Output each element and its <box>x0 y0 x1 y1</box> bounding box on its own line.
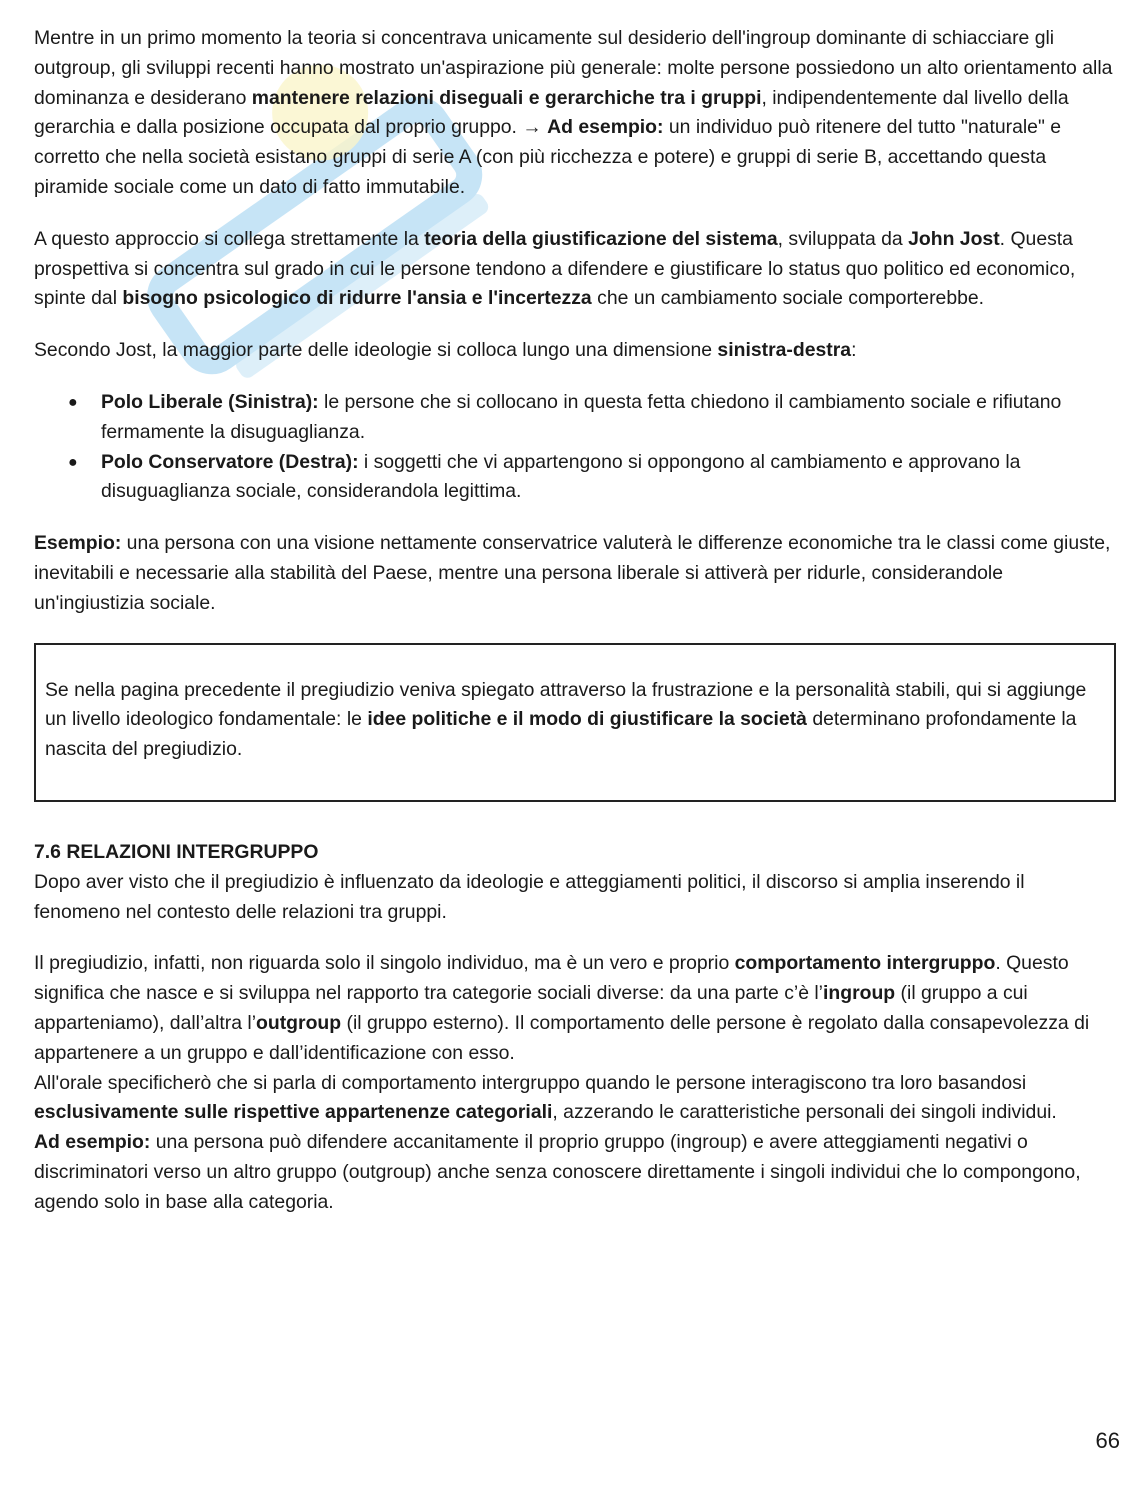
page-number: 66 <box>1095 1428 1120 1453</box>
paragraph-dominance: Mentre in un primo momento la teoria si concentrava unicamente sul desiderio dell'ingroup dominante di schiacciare gli outgroup, gli sviluppi recenti hanno mostrato un'aspirazione più generale: molte persone possiedono un alto orientamento alla dominanza e desiderano mantenere relazioni diseguali e gerarchiche tra i gruppi, indipendentemente dal livello della gerarchia e dalla posizione occupata dal proprio gruppo. → Ad esempio: un individuo può ritenere del tutto "naturale" e corretto che nella società esistano gruppi di serie A (con più ricchezza e potere) e gruppi di serie B, accettando questa piramide sociale come un dato di fatto immutabile. <box>34 27 1113 198</box>
bullet-icon: ● <box>68 453 78 471</box>
list-item: ● Polo Conservatore (Destra): i soggetti che vi appartengono si oppongono al cambiamento e approvano la disuguaglianza sociale, considerandola legittima. <box>34 448 1116 508</box>
bold-phrase: ingroup <box>823 982 896 1005</box>
bold-phrase: esclusivamente sulle rispettive appartenenze categoriali <box>34 1101 553 1124</box>
bold-phrase: sinistra-destra <box>717 339 852 362</box>
paragraph-intergroup-intro: Dopo aver visto che il pregiudizio è influenzato da ideologie e atteggiamenti politici, il discorso si amplia inserendo il fenomeno nel contesto delle relazioni tra gruppi. <box>34 870 1025 923</box>
paragraph-intergroup-behavior: Il pregiudizio, infatti, non riguarda solo il singolo individuo, ma è un vero e proprio comportamento intergruppo. Questo significa che nasce e si sviluppa nel rapporto tra categorie sociali diverse: da una parte c’è l’ingroup (il gruppo a cui apparteniamo), dall’altra l’outgroup (il gruppo esterno). Il comportamento delle persone è regolato dalla consapevolezza di appartenere a un gruppo e dall’identificazione con esso. <box>34 952 1090 1064</box>
paragraph-final-example: Ad esempio: una persona può difendere accanitamente il proprio gruppo (ingroup) e avere atteggiamenti negativi o discriminatori verso un altro gruppo (outgroup) anche senza conoscere direttamente i singoli individui che lo compongono, agendo solo in base alla categoria. <box>34 1131 1081 1213</box>
paragraph-left-right: Secondo Jost, la maggior parte delle ideologie si colloca lungo una dimensione sinistra-destra: <box>34 339 857 362</box>
section-title: 7.6 RELAZIONI INTERGRUPPO <box>34 840 319 863</box>
box-text: Se nella pagina precedente il pregiudizio veniva spiegato attraverso la frustrazione e la personalità stabili, qui si aggiunge un livello ideologico fondamentale: le idee politiche e il modo di giustificare la società determinano profondamente la nascita del pregiudizio. <box>45 678 1087 761</box>
bold-phrase: Ad esempio: <box>547 116 664 139</box>
document-page <box>34 24 1116 1218</box>
list-item: ● Polo Liberale (Sinistra): le persone che si collocano in questa fetta chiedono il cambiamento sociale e rifiutano fermamente la disuguaglianza. <box>34 388 1116 448</box>
paragraph-oral-note: All'orale specificherò che si parla di comportamento intergruppo quando le persone interagiscono tra loro basandosi esclusivamente sulle rispettive appartenenze categoriali, azzerando le caratteristiche personali dei singoli individui. <box>34 1071 1057 1124</box>
paragraph-system-justification: A questo approccio si collega strettamente la teoria della giustificazione del sistema, sviluppata da John Jost. Questa prospettiva si concentra sul grado in cui le persone tendono a difendere e giustificare lo status quo politico ed economico, spinte dal bisogno psicologico di ridurre l'ansia e l'incertezza che un cambiamento sociale comporterebbe. <box>34 227 1076 310</box>
bullet-list <box>34 388 1116 507</box>
bold-phrase: Esempio: <box>34 532 122 555</box>
bold-phrase: Ad esempio: <box>34 1131 151 1154</box>
bold-phrase: idee politiche e il modo di giustificare la società <box>367 708 807 731</box>
bold-phrase: mantenere relazioni diseguali e gerarchiche tra i gruppi <box>251 86 762 109</box>
bold-phrase: comportamento intergruppo <box>734 952 996 975</box>
bold-phrase: John Jost <box>908 227 1000 250</box>
highlight-box <box>34 643 1116 802</box>
bullet-icon: ● <box>68 393 78 411</box>
bold-phrase: outgroup <box>256 1011 342 1034</box>
bold-phrase: bisogno psicologico di ridurre l'ansia e l'incertezza <box>122 287 592 310</box>
paragraph-example: Esempio: una persona con una visione nettamente conservatrice valuterà le differenze economiche tra le classi come giuste, inevitabili e necessarie alla stabilità del Paese, mentre una persona liberale si attiverà per ridurle, considerandole un'ingiustizia sociale. <box>34 532 1111 614</box>
bold-phrase: teoria della giustificazione del sistema <box>424 227 778 250</box>
